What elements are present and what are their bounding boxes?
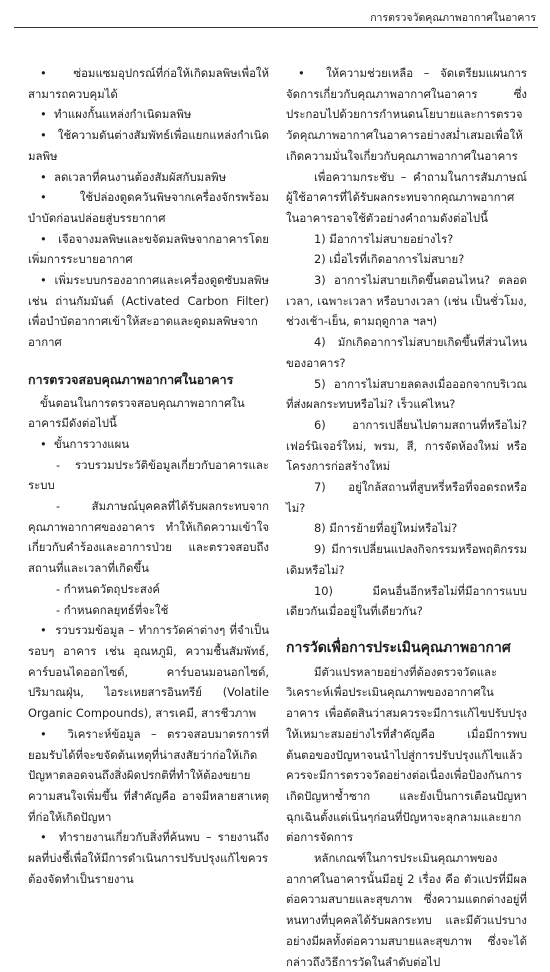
interview-question: 5) อาการไม่สบายลดลงเมื่อออกจากบริเวณที่ส่งผลกระทบหรือไม่? เร็วแค่ไหน? — [286, 376, 527, 412]
section-heading-measurement: การวัดเพื่อการประเมินคุณภาพอากาศ — [286, 639, 511, 656]
interview-question: 9) มีการเปลี่ยนแปลงกิจกรรมหรือพฤติกรรมเดิมหรือไม่? — [286, 542, 527, 577]
header-divider — [14, 27, 538, 28]
page-header — [0, 0, 550, 33]
section-intro: ขั้นตอนในการตรวจสอบคุณภาพอากาศในอาคารมีดังต่อไปนี้ — [28, 395, 245, 431]
interview-question: 8) มีการย้ายที่อยู่ใหม่หรือไม่? — [314, 521, 458, 536]
interview-question: 6) อาการเปลี่ยนไปตามสถานที่หรือไม่? เฟอร์นิเจอร์ใหม่, พรม, สี, การจัดห้องใหม่ หรือโครงการก่อสร้างใหม่ — [286, 417, 527, 474]
planning-subitem: - กำหนดวัตถุประสงค์ — [56, 581, 161, 596]
section-heading-inspection: การตรวจสอบคุณภาพอากาศในอาคาร — [28, 371, 234, 387]
right-column — [286, 63, 527, 972]
interview-question: 1) มีอาการไม่สบายอย่างไร? — [314, 231, 454, 246]
planning-subitem: - สัมภาษณ์บุคคลที่ได้รับผลกระทบจากคุณภาพอากาศของอาคาร ทำให้เกิดความเข้าใจเกี่ยวกับคำร้องและอาการป่วย และตรวจสอบถึงสถานที่และเวลาที่เกิดขึ้น — [28, 499, 269, 576]
mitigation-item: • ทำแผงกั้นแหล่งกำเนิดมลพิษ — [28, 104, 269, 125]
planning-step-title: • ขั้นการวางแผน — [28, 434, 269, 455]
inspection-step: • รวบรวมข้อมูล – ทำการวัดค่าต่างๆ ที่จำเป็น รอบๆ อาคาร เช่น อุณหภูมิ, ความชื้นสัมพัทธ์, คาร์บอนไดออกไซด์, คาร์บอนมอนอกไซด์, ปริมาณฝุ่น, ไอระเหยสารอินทรีย์ (Volatile Organic Compounds), สารเคมี, สารชีวภาพ — [28, 620, 269, 724]
mitigation-item: • ใช้ความดันต่างสัมพัทธ์เพื่อแยกแหล่งกำเนิดมลพิษ — [28, 125, 269, 166]
inspection-step: • วิเคราะห์ข้อมูล – ตรวจสอบมาตรการที่ยอมรับได้ที่จะขจัดต้นเหตุที่น่าสงสัยว่าก่อให้เกิดปัญหาตลอดจนถึงสิ่งผิดปรกติที่ทำให้ต้องขยายความสนใจเพิ่มขึ้น ที่สำคัญคือ อาจมีหลายสาเหตุที่ก่อให้เกิดปัญหา — [28, 724, 269, 828]
inspection-step: • ทำรายงานเกี่ยวกับสิ่งที่ค้นพบ – รายงานถึงผลที่บ่งชี้เพื่อให้มีการดำเนินการปรับปรุงแก้ไขควรต้องจัดทำเป็นรายงาน — [28, 827, 269, 889]
questions-intro: เพื่อความกระชับ – คำถามในการสัมภาษณ์ผู้ใช้อาคารที่ได้รับผลกระทบจากคุณภาพอากาศในอาคารอาจใช้ตัวอย่างคำถามดังต่อไปนี้ — [286, 169, 527, 225]
interview-question: 7) อยู่ใกล้สถานที่สูบหรี่หรือที่จอดรถหรือไม่? — [286, 480, 527, 515]
interview-question: 3) อาการไม่สบายเกิดขึ้นตอนไหน? ตลอดเวลา, เฉพาะเวลา หรือบางเวลา (เช่น เป็นชั่วโมง, ช่วงเช้า-เย็น, ตามฤดูกาล ฯลฯ) — [286, 273, 527, 329]
planning-subitem: - รวบรวมประวัติข้อมูลเกี่ยวกับอาคารและระบบ — [28, 457, 269, 493]
interview-question: 2) เมื่อไรที่เกิดอาการไม่สบาย? — [314, 252, 465, 267]
interview-question: 10) มีคนอื่นอีกหรือไม่ที่มีอาการแบบเดียวกันเมื่ออยู่ในที่เดียวกัน? — [286, 583, 527, 619]
assistance-item: • ให้ความช่วยเหลือ – จัดเตรียมแผนการจัดการเกี่ยวกับคุณภาพอากาศในอาคาร ซึ่งประกอบไปด้วยการกำหนดนโยบายและการตรวจวัดคุณภาพอากาศในอาคารอย่างสม่ำเสมอเพื่อให้เกิดความมั่นใจเกี่ยวกับคุณภาพอากาศในอาคาร — [286, 63, 527, 167]
planning-subitem: - กำหนดกลยุทธ์ที่จะใช้ — [56, 602, 169, 617]
interview-question: 4) มักเกิดอาการไม่สบายเกิดขึ้นที่ส่วนไหนของอาคาร? — [286, 335, 527, 370]
mitigation-item: • ลดเวลาที่คนงานต้องสัมผัสกับมลพิษ — [28, 167, 269, 188]
body-paragraph: หลักเกณฑ์ในการประเมินคุณภาพของอากาศในอาคารนั้นมีอยู่ 2 เรื่อง คือ ตัวแปรที่มีผลต่อความสบายและสุขภาพ ซึ่งความแตกต่างอยู่ที่หนทางที่บุคคลได้รับผลกระทบ และมีตัวแปรบางอย่างมีผลทั้งต่อความสบายและสุขภาพ ซึ่งจะได้กล่าวถึงวิธีการวัดในลำดับต่อไป — [286, 851, 527, 969]
mitigation-item: • ซ่อมแซมอุปกรณ์ที่ก่อให้เกิดมลพิษเพื่อให้สามารถควบคุมได้ — [28, 63, 269, 104]
running-header-title: การตรวจวัดคุณภาพอากาศในอาคาร — [370, 12, 536, 24]
mitigation-item: • ใช้ปล่องดูดควันพิษจากเครื่องจักรพร้อมบำบัดก่อนปล่อยสู่บรรยากาศ — [28, 187, 269, 228]
mitigation-item: • เพิ่มระบบกรองอากาศและเครื่องดูดซับมลพิษ เช่น ถ่านกัมมันต์ (Activated Carbon Filter) เพื่อบำบัดอากาศเข้าให้สะอาดและดูดมลพิษจากอากาศ — [28, 270, 269, 353]
body-paragraph: มีตัวแปรหลายอย่างที่ต้องตรวจวัดและวิเคราะห์เพื่อประเมินคุณภาพของอากาศในอาคาร เพื่อตัดสินว่าสมควรจะมีการแก้ไขปรับปรุงให้เหมาะสมอย่างไรที่สำคัญคือ เมื่อมีการพบต้นตอของปัญหาจนนำไปสู่การปรับปรุงแก้ไขแล้ว ควรจะมีการตรวจวัดอย่างต่อเนื่องเพื่อป้องกันการเกิดปัญหาซ้ำซาก และยังเป็นการเตือนปัญหาฉุกเฉินตั้งแต่เนิ่นๆก่อนที่ปัญหาจะลุกลามและยากต่อการจัดการ — [286, 664, 527, 845]
mitigation-item: • เจือจางมลพิษและขจัดมลพิษจากอาคารโดยเพิ่มการระบายอากาศ — [28, 229, 269, 270]
left-column — [28, 63, 269, 889]
